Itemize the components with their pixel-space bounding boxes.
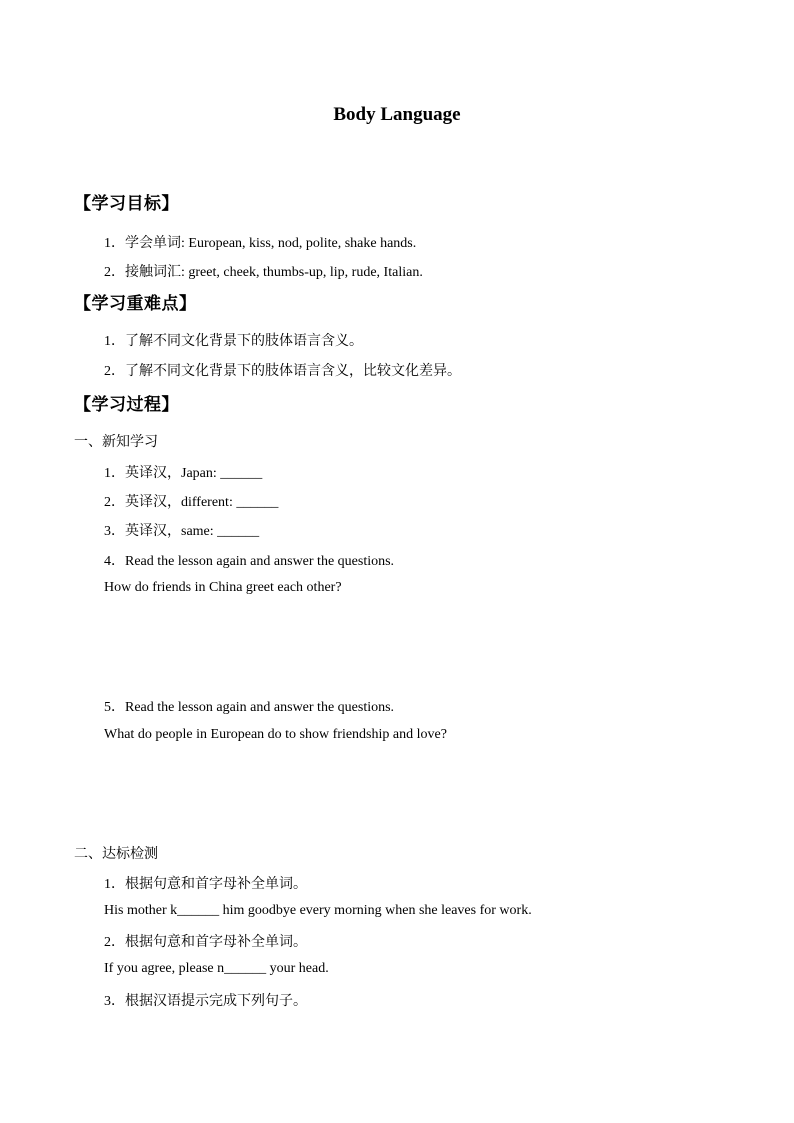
item-label: 英译汉，	[125, 465, 181, 481]
item-text: : European, kiss, nod, polite, shake hands.	[181, 236, 417, 251]
item-label: 根据句意和首字母补全单词。	[125, 934, 307, 950]
item-text: Japan: ______	[181, 466, 263, 481]
item-number: 2．	[104, 495, 125, 510]
item-label: 接触词汇	[125, 264, 181, 280]
part2-item-1	[104, 873, 307, 893]
item-number: 2．	[104, 364, 125, 379]
part1-title: 一、新知学习	[74, 434, 158, 450]
item-text: Read the lesson again and answer the questions.	[125, 554, 395, 569]
part2-title: 二、达标检测	[74, 846, 158, 862]
objectives-heading: 【学习目标】	[74, 194, 179, 214]
document-title: Body Language	[333, 104, 461, 125]
item-label: 根据句意和首字母补全单词。	[125, 876, 307, 892]
item-number: 5．	[104, 700, 125, 715]
item-label: 英译汉，	[125, 523, 181, 539]
part1-question-2: What do people in European do to show friendship and love?	[104, 727, 447, 742]
item-label: 学会单词	[125, 235, 181, 251]
part2-item-2	[104, 931, 307, 951]
item-label: 根据汉语提示完成下列句子。	[125, 993, 307, 1009]
item-number: 1．	[104, 877, 125, 892]
part1-item-5	[104, 696, 394, 716]
key-point-item-2	[104, 360, 461, 380]
item-number: 3．	[104, 994, 125, 1009]
item-text: same: ______	[181, 524, 260, 539]
item-number: 1．	[104, 236, 125, 251]
item-text: different: ______	[181, 495, 279, 510]
item-text: : greet, cheek, thumbs-up, lip, rude, Italian.	[181, 265, 423, 280]
item-number: 2．	[104, 935, 125, 950]
part1-item-3	[104, 520, 259, 540]
item-text: 了解不同文化背景下的肢体语言含义，比较文化差异。	[125, 363, 461, 379]
item-number: 4．	[104, 554, 125, 569]
part1-item-1	[104, 462, 262, 482]
key-points-heading: 【学习重难点】	[74, 294, 197, 314]
item-number: 3．	[104, 524, 125, 539]
part1-item-4	[104, 550, 394, 570]
item-number: 1．	[104, 334, 125, 349]
item-number: 2．	[104, 265, 125, 280]
item-number: 1．	[104, 466, 125, 481]
part1-item-2	[104, 491, 278, 511]
process-heading: 【学习过程】	[74, 395, 179, 415]
item-text: 了解不同文化背景下的肢体语言含义。	[125, 333, 363, 349]
item-label: 英译汉，	[125, 494, 181, 510]
part1-question-1: How do friends in China greet each other?	[104, 580, 342, 595]
part2-sentence-1: His mother k______ him goodbye every morning when she leaves for work.	[104, 903, 532, 918]
part2-sentence-2: If you agree, please n______ your head.	[104, 961, 329, 976]
objective-item-2	[104, 261, 423, 281]
item-text: Read the lesson again and answer the questions.	[125, 700, 395, 715]
part2-item-3	[104, 990, 307, 1010]
key-point-item-1	[104, 330, 363, 350]
objective-item-1	[104, 232, 416, 252]
